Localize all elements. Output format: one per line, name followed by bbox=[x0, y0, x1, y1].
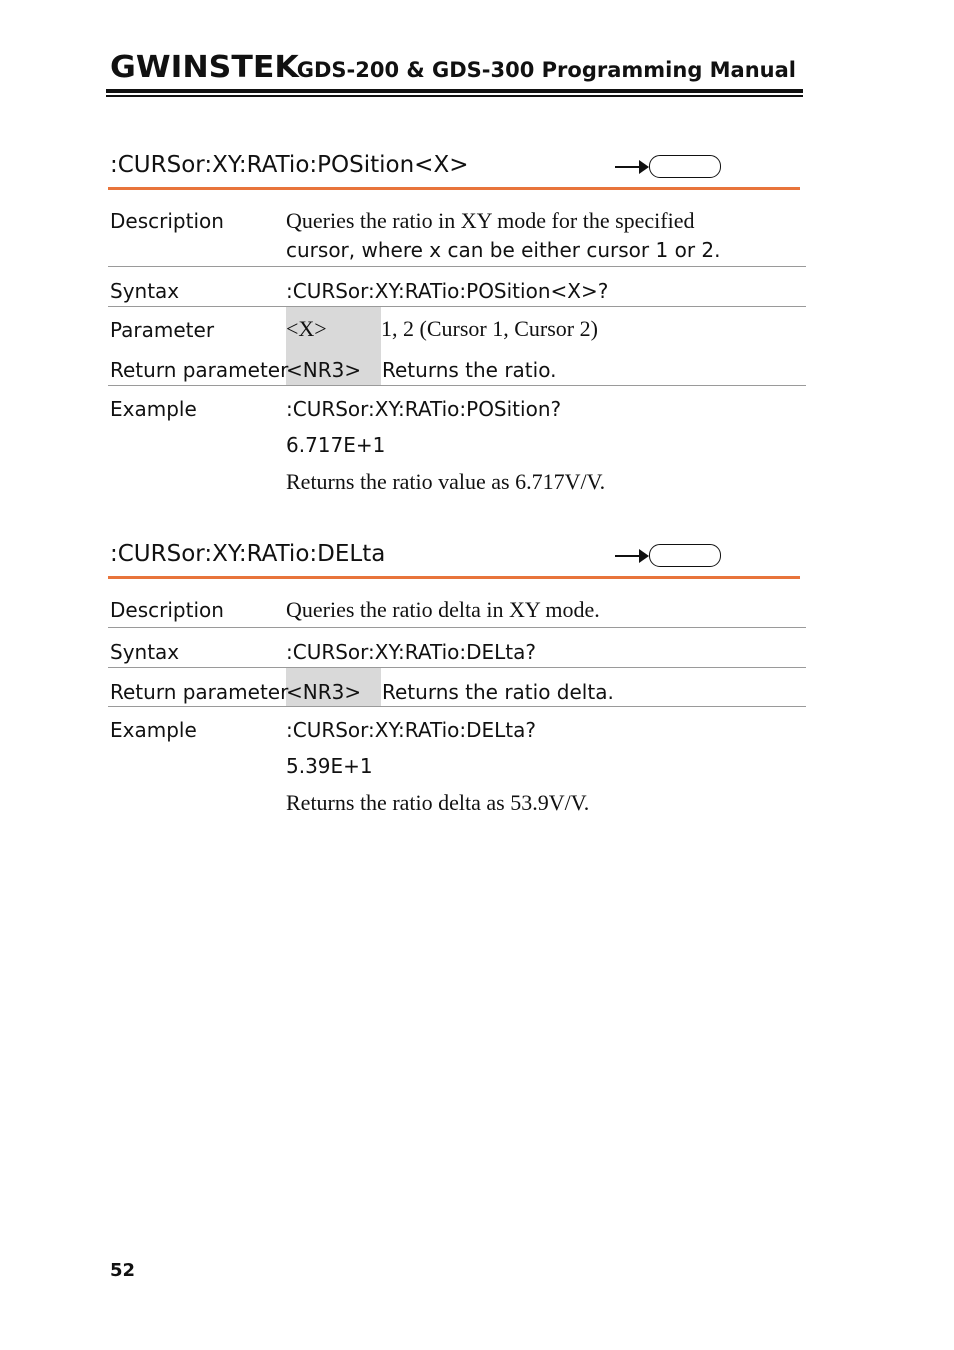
example-command: :CURSor:XY:RATio:DELta? bbox=[286, 718, 537, 742]
return-parameter-value: Returns the ratio delta. bbox=[382, 680, 614, 704]
label-return-parameter: Return parameter bbox=[110, 680, 289, 704]
section-rule bbox=[108, 187, 800, 190]
example-explanation: Returns the ratio delta as 53.9V/V. bbox=[286, 790, 590, 815]
row-separator bbox=[108, 627, 806, 628]
header-rule-thin bbox=[106, 95, 803, 97]
row-separator bbox=[108, 385, 806, 386]
label-syntax: Syntax bbox=[110, 640, 180, 664]
command-title-position: :CURSor:XY:RATio:POSition<X> bbox=[110, 152, 469, 178]
label-description: Description bbox=[110, 209, 224, 233]
section-rule bbox=[108, 576, 800, 579]
command-title-delta: :CURSor:XY:RATio:DELta bbox=[110, 541, 386, 567]
label-example: Example bbox=[110, 397, 197, 421]
label-syntax: Syntax bbox=[110, 279, 180, 303]
manual-title: GDS-200 & GDS-300 Programming Manual bbox=[296, 58, 796, 82]
pill-shape bbox=[649, 155, 721, 178]
description-line-2: cursor, where x can be either cursor 1 or 2. bbox=[286, 238, 721, 262]
parameter-name: <X> bbox=[286, 316, 327, 341]
example-explanation: Returns the ratio value as 6.717V/V. bbox=[286, 469, 606, 494]
example-response: 6.717E+1 bbox=[286, 433, 386, 457]
return-parameter-name: <NR3> bbox=[286, 680, 362, 704]
description-line-1: Queries the ratio delta in XY mode. bbox=[286, 597, 600, 622]
arrow-head-icon bbox=[639, 160, 649, 174]
row-separator bbox=[108, 266, 806, 267]
description-line-1: Queries the ratio in XY mode for the specified bbox=[286, 208, 695, 233]
example-response: 5.39E+1 bbox=[286, 754, 373, 778]
row-separator bbox=[108, 706, 806, 707]
label-example: Example bbox=[110, 718, 197, 742]
label-return-parameter: Return parameter bbox=[110, 358, 289, 382]
label-description: Description bbox=[110, 598, 224, 622]
example-command: :CURSor:XY:RATio:POSition? bbox=[286, 397, 562, 421]
syntax-value: :CURSor:XY:RATio:POSition<X>? bbox=[286, 279, 609, 303]
return-parameter-name: <NR3> bbox=[286, 358, 362, 382]
parameter-value: 1, 2 (Cursor 1, Cursor 2) bbox=[381, 316, 598, 341]
pill-shape bbox=[649, 544, 721, 567]
query-badge-icon bbox=[615, 155, 723, 179]
return-parameter-value: Returns the ratio. bbox=[382, 358, 557, 382]
arrow-head-icon bbox=[639, 549, 649, 563]
syntax-value: :CURSor:XY:RATio:DELta? bbox=[286, 640, 537, 664]
header-rule-thick bbox=[106, 89, 803, 93]
label-parameter: Parameter bbox=[110, 318, 215, 342]
page-number: 52 bbox=[110, 1260, 136, 1281]
row-separator bbox=[108, 306, 806, 307]
query-badge-icon bbox=[615, 544, 723, 568]
brand-logo: GWINSTEK bbox=[110, 50, 299, 85]
row-separator bbox=[108, 667, 806, 668]
